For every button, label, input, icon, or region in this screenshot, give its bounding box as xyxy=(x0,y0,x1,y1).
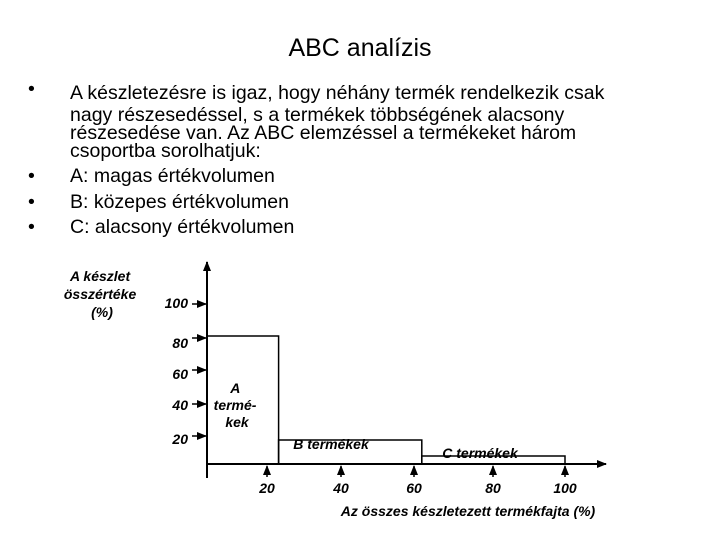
x-tick-label: 40 xyxy=(333,480,349,496)
group-a-label-line: A xyxy=(230,380,240,396)
x-axis-title: Az összes készletezett termékfajta (%) xyxy=(340,503,596,519)
bullet-line: részesedése van. Az ABC elemzéssel a termékeket három xyxy=(70,122,577,144)
group-c-label: C termékek xyxy=(442,445,518,461)
x-tick-label: 20 xyxy=(259,480,275,496)
bullet-line: nagy részesedéssel, s a termékek többségének alacsony xyxy=(70,104,565,126)
y-axis-title xyxy=(64,268,140,320)
group-b-label: B termékek xyxy=(293,436,369,452)
x-tick-label: 80 xyxy=(485,480,501,496)
x-tick-group xyxy=(258,466,577,496)
y-tick-label: 40 xyxy=(172,397,188,413)
slide-title: ABC analízis xyxy=(288,34,432,62)
bullet-text: B: közepes értékvolumen xyxy=(70,190,289,213)
y-axis-title-line: A készlet xyxy=(69,268,131,284)
group-a-label-line: kek xyxy=(225,414,249,430)
bullet-text: A: magas értékvolumen xyxy=(70,165,275,187)
y-tick-label: 100 xyxy=(164,295,188,311)
bullet-symbol: • xyxy=(28,190,35,213)
y-axis-title-line: összértéke xyxy=(63,286,137,302)
y-tick-label: 20 xyxy=(172,431,188,447)
group-a-label xyxy=(214,380,261,430)
bullet-symbol: • xyxy=(28,78,35,100)
x-tick-label: 100 xyxy=(553,480,577,496)
bullet-text: C: alacsony értékvolumen xyxy=(70,216,295,238)
y-tick-label: 60 xyxy=(172,366,188,382)
bullet-line: csoportba sorolhatjuk: xyxy=(70,140,261,162)
bullet-symbol: • xyxy=(28,216,35,238)
bullet-symbol: • xyxy=(28,165,35,187)
y-tick-group xyxy=(165,295,206,447)
y-tick-label: 80 xyxy=(172,335,188,351)
x-tick-label: 60 xyxy=(406,480,422,496)
bullet-line: A készletezésre is igaz, hogy néhány termék rendelkezik csak xyxy=(70,82,605,104)
group-a-label-line: termé- xyxy=(213,397,257,413)
y-axis-title-line: (%) xyxy=(91,304,113,320)
